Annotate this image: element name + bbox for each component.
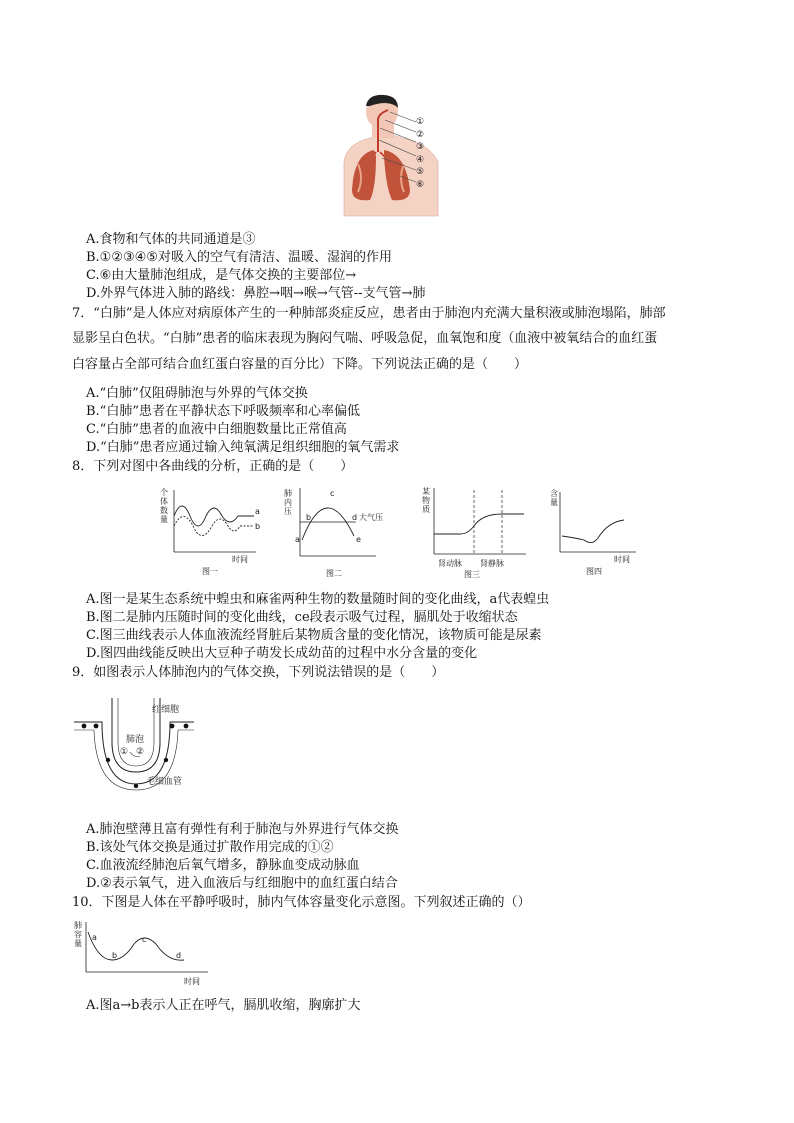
label-5: ⑤ bbox=[416, 167, 425, 178]
fig2-ylabel-3: 压 bbox=[284, 507, 292, 516]
fig1-label-a: a bbox=[255, 507, 260, 516]
fig3-x2: 肾静脉 bbox=[480, 559, 504, 568]
q8-figure-2 bbox=[282, 484, 394, 580]
respiratory-system-figure bbox=[330, 92, 470, 217]
q9-label-2: ② bbox=[136, 747, 145, 757]
fig4-caption: 图四 bbox=[586, 567, 602, 576]
fig1-ylabel-1: 个 bbox=[160, 488, 168, 497]
fig2-caption: 图二 bbox=[326, 569, 342, 578]
q9-alveolus-label: 肺泡 bbox=[126, 735, 145, 745]
fig1-ylabel-4: 量 bbox=[160, 515, 168, 524]
q7-stem-line-2: 显影呈白色状。“白肺”患者的临床表现为胸闷气喘、呼吸急促，血氧饱和度（血液中被氧结合的血红蛋 bbox=[72, 331, 658, 346]
fig3-x1: 肾动脉 bbox=[438, 559, 462, 568]
q10-option-a: A.图a→b表示人正在呼气，膈肌收缩，胸廓扩大 bbox=[86, 998, 361, 1013]
q9-label-1: ① bbox=[120, 747, 129, 757]
fig2-ylabel-2: 内 bbox=[284, 498, 292, 507]
q8-figure-4 bbox=[548, 486, 640, 578]
q8-option-d: D.图四曲线能反映出大豆种子萌发长成幼苗的过程中水分含量的变化 bbox=[86, 646, 478, 661]
q7-option-a: A.“白肺”仅阻碍肺泡与外界的气体交换 bbox=[86, 386, 308, 401]
q8-stem: 8．下列对图中各曲线的分析，正确的是（ ） bbox=[72, 459, 354, 474]
fig2-atm: 大气压 bbox=[359, 513, 383, 522]
q10-point-a: a bbox=[92, 933, 97, 942]
fig1-ylabel-2: 体 bbox=[160, 497, 168, 506]
fig2-point-d: d bbox=[352, 513, 358, 522]
label-2: ② bbox=[416, 129, 425, 140]
fig1-label-b: b bbox=[255, 522, 261, 531]
fig4-ylabel-2: 量 bbox=[550, 498, 558, 507]
fig1-caption: 图一 bbox=[202, 567, 218, 576]
fig4-xlabel: 时间 bbox=[614, 555, 630, 564]
q10-ylabel-1: 肺 bbox=[74, 921, 82, 930]
q7-stem-line-3: 白容量占全部可结合血红蛋白容量的百分比）下降。下列说法正确的是（ ） bbox=[72, 357, 528, 372]
q10-point-c: c bbox=[142, 935, 147, 944]
q10-point-d: d bbox=[176, 951, 182, 960]
respiratory-labels bbox=[416, 116, 424, 192]
q9-rbc-label: 红细胞 bbox=[152, 705, 180, 715]
fig2-point-e: e bbox=[356, 535, 361, 544]
q7-option-b: B.“白肺”患者在平静状态下呼吸频率和心率偏低 bbox=[86, 404, 360, 419]
q10-ylabel-2: 容 bbox=[74, 930, 82, 939]
q10-xlabel: 时间 bbox=[184, 977, 200, 986]
q7-option-c: C.“白肺”患者的血液中白细胞数量比正常值高 bbox=[86, 422, 347, 437]
fig4-ylabel-1: 含 bbox=[550, 489, 558, 498]
q8-option-c: C.图三曲线表示人体血液流经肾脏后某物质含量的变化情况，该物质可能是尿素 bbox=[86, 628, 542, 643]
fig2-point-c: c bbox=[330, 489, 335, 498]
q8-figure-3 bbox=[420, 484, 530, 580]
fig3-ylabel-3: 质 bbox=[422, 505, 430, 514]
q6-option-d: D.外界气体进入肺的路线：鼻腔→咽→喉→气管--支气管→肺 bbox=[86, 286, 426, 301]
fig2-point-a: a bbox=[295, 535, 300, 544]
label-3: ③ bbox=[416, 142, 425, 153]
q9-option-c: C.血液流经肺泡后氧气增多，静脉血变成动脉血 bbox=[86, 858, 360, 873]
q6-option-a: A.食物和气体的共同通道是③ bbox=[86, 232, 256, 247]
q9-alveolus-figure bbox=[72, 694, 197, 794]
q8-option-a: A.图一是某生态系统中蝗虫和麻雀两种生物的数量随时间的变化曲线，a代表蝗虫 bbox=[86, 592, 550, 607]
q9-capillary-label: 毛细血管 bbox=[146, 777, 183, 787]
q9-option-b: B.该处气体交换是通过扩散作用完成的①② bbox=[86, 840, 334, 855]
fig1-ylabel-3: 数 bbox=[160, 506, 168, 515]
fig1-xlabel: 时间 bbox=[232, 555, 248, 564]
fig3-ylabel-1: 某 bbox=[422, 487, 430, 496]
q7-option-d: D.“白肺”患者应通过输入纯氧满足组织细胞的氧气需求 bbox=[86, 440, 400, 455]
label-6: ⑥ bbox=[416, 179, 425, 190]
q9-option-a: A.肺泡壁薄且富有弹性有利于肺泡与外界进行气体交换 bbox=[86, 822, 399, 837]
q10-point-b: b bbox=[112, 951, 118, 960]
q7-stem-line-1: 7．“白肺”是人体应对病原体产生的一种肺部炎症反应，患者由于肺泡内充满大量积液或肺泡塌陷，肺部 bbox=[72, 306, 666, 321]
fig2-point-b: b bbox=[306, 513, 312, 522]
q9-stem: 9．如图表示人体肺泡内的气体交换，下列说法错误的是（ ） bbox=[72, 665, 445, 680]
q8-figure-1 bbox=[158, 486, 263, 578]
label-4: ④ bbox=[416, 154, 425, 165]
label-1: ① bbox=[416, 117, 425, 127]
q10-ylabel-3: 量 bbox=[74, 939, 82, 948]
q6-option-c: C.⑥由大量肺泡组成，是气体交换的主要部位→ bbox=[86, 268, 357, 283]
q6-option-b: B.①②③④⑤对吸入的空气有清洁、温暖、湿润的作用 bbox=[86, 250, 392, 265]
q10-stem: 10．下图是人体在平静呼吸时，肺内气体容量变化示意图。下列叙述正确的（） bbox=[72, 895, 531, 910]
q10-lung-volume-figure bbox=[72, 920, 212, 990]
fig3-ylabel-2: 物 bbox=[422, 496, 430, 505]
q8-option-b: B.图二是肺内压随时间的变化曲线，ce段表示吸气过程，膈肌处于收缩状态 bbox=[86, 610, 518, 625]
fig2-ylabel-1: 肺 bbox=[284, 489, 292, 498]
fig3-caption: 图三 bbox=[464, 570, 480, 579]
q9-option-d: D.②表示氧气，进入血液后与红细胞中的血红蛋白结合 bbox=[86, 876, 398, 891]
